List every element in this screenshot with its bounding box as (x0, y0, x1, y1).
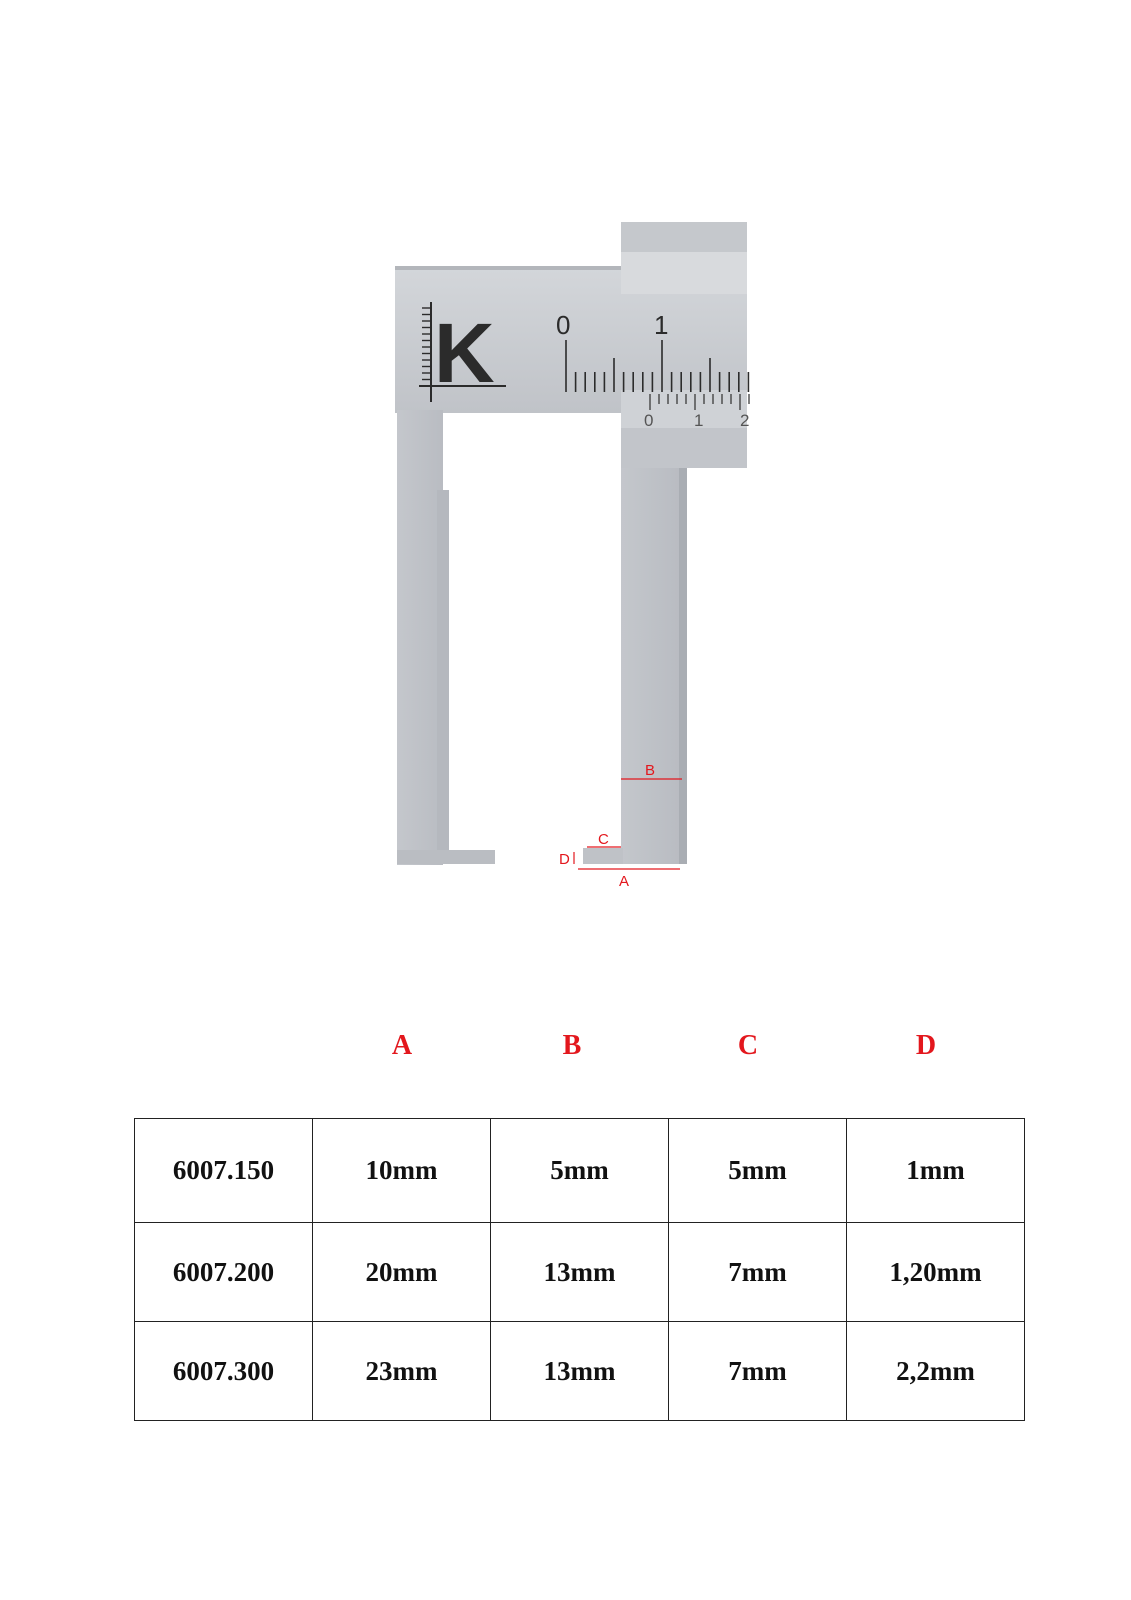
fixed-jaw-tip (397, 850, 495, 864)
article-code: 6007.200 (135, 1223, 313, 1322)
vernier-plate (621, 390, 750, 430)
dimension-label-D: D (559, 851, 570, 868)
value-b: 13mm (491, 1223, 669, 1322)
value-b: 5mm (491, 1119, 669, 1223)
value-a: 20mm (313, 1223, 491, 1322)
dimension-label-C: C (598, 831, 609, 848)
value-c: 7mm (669, 1223, 847, 1322)
column-header-row (0, 1030, 1131, 1070)
main-scale-label-0: 0 (556, 310, 571, 340)
vernier-scale-label-1: 1 (694, 411, 704, 430)
value-d: 1,20mm (847, 1223, 1025, 1322)
slider-head-shade (621, 222, 747, 252)
vernier-scale-label-0: 0 (644, 411, 654, 430)
value-b: 13mm (491, 1322, 669, 1421)
vernier-scale-label-2: 2 (740, 411, 750, 430)
article-code: 6007.150 (135, 1119, 313, 1223)
column-header-d: D (915, 1030, 937, 1061)
moving-jaw-tip (583, 848, 623, 864)
dimension-label-B: B (645, 762, 656, 779)
column-header-b: B (562, 1030, 582, 1061)
table-row (135, 1322, 1025, 1421)
article-code: 6007.300 (135, 1322, 313, 1421)
table-row (135, 1223, 1025, 1322)
value-c: 7mm (669, 1322, 847, 1421)
dimension-label-A: A (619, 873, 630, 890)
spec-table (134, 1118, 1025, 1421)
fixed-jaw-step (437, 490, 449, 850)
fixed-jaw (397, 410, 443, 865)
value-c: 5mm (669, 1119, 847, 1223)
value-a: 23mm (313, 1322, 491, 1421)
column-header-c: C (737, 1030, 759, 1061)
moving-jaw-bevel (679, 468, 687, 864)
table-row (135, 1119, 1025, 1223)
value-d: 2,2mm (847, 1322, 1025, 1421)
brand-letter: K (434, 306, 495, 400)
moving-jaw (621, 468, 679, 864)
slider-body (621, 428, 747, 468)
value-d: 1mm (847, 1119, 1025, 1223)
value-a: 10mm (313, 1119, 491, 1223)
column-header-a: A (391, 1030, 413, 1061)
main-scale-label-1: 1 (654, 310, 669, 340)
